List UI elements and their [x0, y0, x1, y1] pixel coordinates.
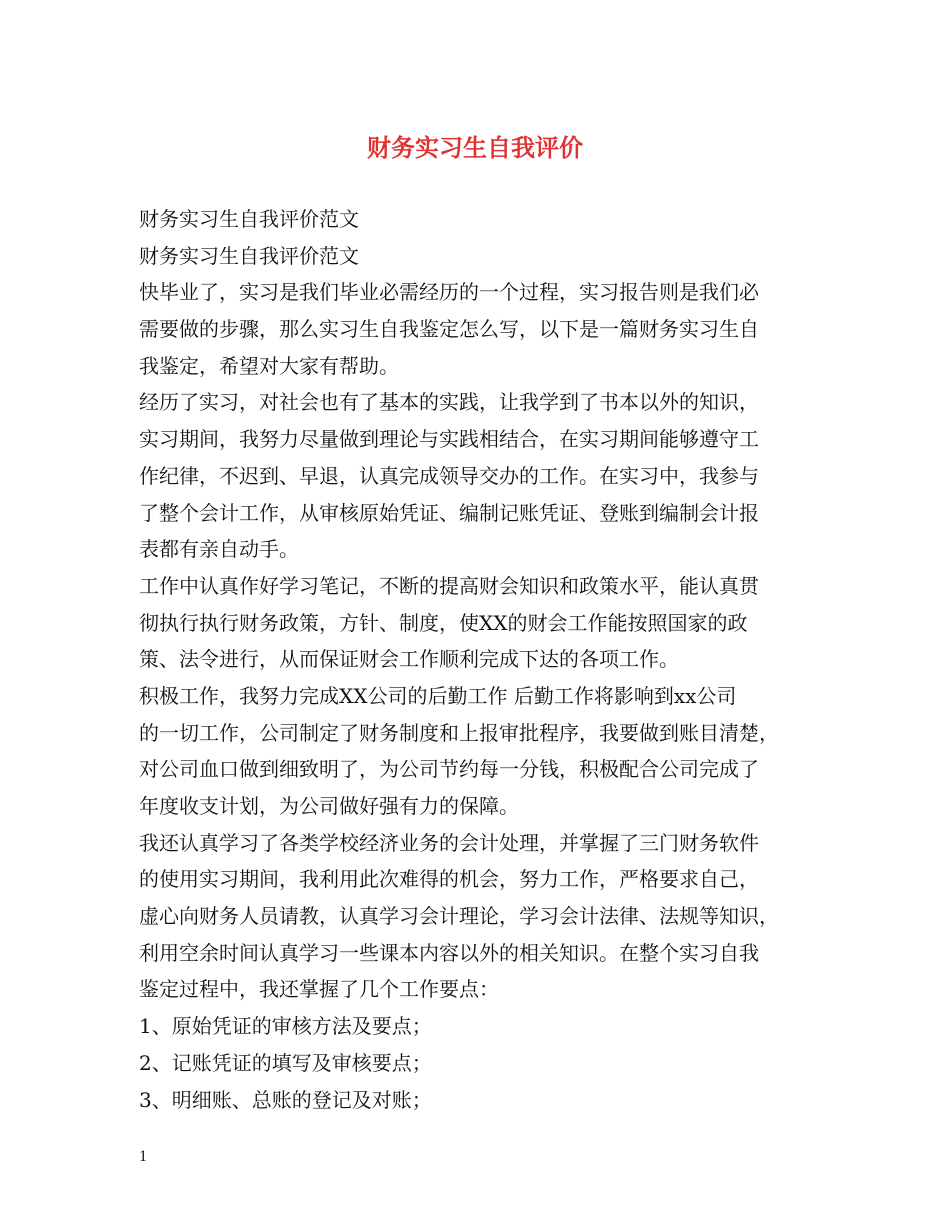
- body-line: 虚心向财务人员请教，认真学习会计理论，学习会计法律、法规等知识，: [139, 904, 779, 929]
- body-line: 需要做的步骤，那么实习生自我鉴定怎么写，以下是一篇财务实习生自: [139, 317, 759, 342]
- body-line: 经历了实习，对社会也有了基本的实践，让我学到了书本以外的知识，: [139, 390, 759, 415]
- body-line: 工作中认真作好学习笔记，不断的提高财会知识和政策水平，能认真贯: [139, 573, 759, 598]
- body-line: 彻执行执行财务政策，方针、制度，使XX的财会工作能按照国家的政: [139, 610, 748, 635]
- body-line: 对公司血口做到细致明了，为公司节约每一分钱，积极配合公司完成了: [139, 757, 759, 782]
- body-line: 财务实习生自我评价范文: [139, 207, 359, 231]
- list-item: 2、记账凭证的填写及审核要点；: [139, 1050, 432, 1075]
- body-line: 作纪律，不迟到、早退，认真完成领导交办的工作。在实习中，我参与: [139, 463, 759, 488]
- document-title: 财务实习生自我评价: [367, 134, 583, 162]
- body-line: 的一切工作，公司制定了财务制度和上报审批程序，我要做到账目清楚，: [139, 720, 779, 745]
- body-line: 表都有亲自动手。: [139, 537, 299, 562]
- body-line: 我还认真学习了各类学校经济业务的会计处理，并掌握了三门财务软件: [139, 830, 759, 855]
- body-line: 了整个会计工作，从审核原始凭证、编制记账凭证、登账到编制会计报: [139, 500, 759, 525]
- body-line: 积极工作，我努力完成XX公司的后勤工作 后勤工作将影响到xx公司: [139, 683, 737, 708]
- page-number: 1: [139, 1148, 147, 1165]
- body-line: 快毕业了，实习是我们毕业必需经历的一个过程，实习报告则是我们必: [139, 280, 759, 305]
- list-item: 3、明细账、总账的登记及对账；: [139, 1087, 432, 1112]
- body-line: 年度收支计划，为公司做好强有力的保障。: [139, 794, 519, 818]
- body-line: 的使用实习期间，我利用此次难得的机会，努力工作，严格要求自己，: [139, 867, 759, 892]
- body-line: 我鉴定，希望对大家有帮助。: [139, 353, 399, 378]
- body-line: 利用空余时间认真学习一些课本内容以外的相关知识。在整个实习自我: [139, 940, 759, 965]
- body-line: 鉴定过程中，我还掌握了几个工作要点：: [139, 977, 499, 1002]
- body-line: 实习期间，我努力尽量做到理论与实践相结合，在实习期间能够遵守工: [139, 427, 759, 452]
- body-line: 策、法令进行，从而保证财会工作顺利完成下达的各项工作。: [139, 647, 679, 672]
- document-body: [139, 201, 829, 1118]
- body-line: 财务实习生自我评价范文: [139, 243, 359, 268]
- list-item: 1、原始凭证的审核方法及要点；: [139, 1014, 432, 1039]
